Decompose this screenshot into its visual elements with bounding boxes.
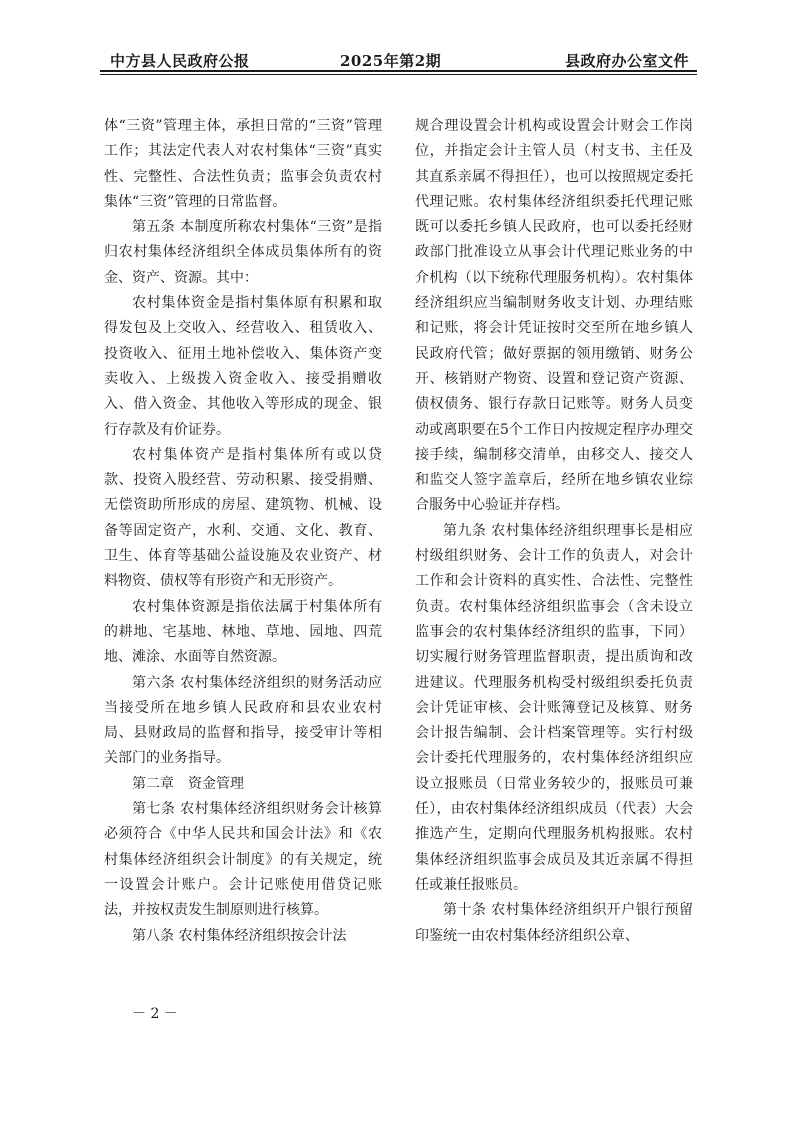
header-rule-thin (100, 74, 697, 75)
paragraph: 第六条 农村集体经济组织的财务活动应当接受所在地乡镇人民政府和县农业农村局、县财政局的监督和指导，接受审计等相关部门的业务指导。 (104, 674, 382, 767)
header-issue: 2025年第2期 (340, 52, 442, 70)
paragraph: 第十条 农村集体经济组织开户银行预留印鉴统一由农村集体经济组织公章、 (415, 902, 693, 944)
header-rule-thick (100, 70, 697, 72)
page-header (100, 46, 697, 70)
paragraph: 体“三资”管理主体，承担日常的“三资”管理工作；其法定代表人对农村集体“三资”真实性、完整性、合法性负责；监事会负责农村集体“三资”管理的日常监督。 (104, 118, 382, 210)
chapter-heading: 第二章 资金管理 (132, 775, 244, 792)
paragraph: 第八条 农村集体经济组织按会计法 (132, 927, 347, 944)
right-column (415, 114, 693, 949)
left-column (104, 114, 382, 949)
paragraph: 农村集体资产是指村集体所有或以贷款、投资入股经营、劳动积累、接受捐赠、无偿资助所形成的房屋、建筑物、机械、设备等固定资产，水利、交通、文化、教育、卫生、体育等基础公益设施及农业资产、材料物资、债权等有形资产和无形资产。 (104, 446, 382, 590)
paragraph: 第五条 本制度所称农村集体“三资”是指归农村集体经济组织全体成员集体所有的资金、资产、资源。其中： (104, 219, 382, 286)
header-publication-name: 中方县人民政府公报 (110, 52, 250, 70)
paragraph: 农村集体资源是指依法属于村集体所有的耕地、宅基地、林地、草地、园地、四荒地、滩涂、水面等自然资源。 (104, 598, 382, 666)
paragraph: 农村集体资金是指村集体原有积累和取得发包及上交收入、经营收入、租赁收入、投资收入、征用土地补偿收入、集体资产变卖收入、上级拨入资金收入、接受捐赠收入、借入资金、其他收入等形成的现金、银行存款及有价证券。 (104, 295, 382, 438)
page-number: － 2 － (132, 1006, 178, 1022)
paragraph: 规合理设置会计机构或设置会计财会工作岗位，并指定会计主管人员（村支书、主任及其直系亲属不得担任），也可以按照规定委托代理记账。农村集体经济组织委托代理记账既可以委托乡镇人民政府，也可以委托经财政部门批准设立从事会计代理记账业务的中介机构（以下统称代理服务机构）。农村集体经济组织应当编制财务收支计划、办理结账和记账，将会计凭证按时交至所在地乡镇人民政府代管；做好票据的领用缴销、财务公开、核销财产物资、设置和登记资产资源、债权债务、银行存款日记账等。财务人员变动或离职要在5个工作日内按规定程序办理交接手续，编制移交清单，由移交人、接交人和监交人签字盖章后，经所在地乡镇农业综合服务中心验证并存档。 (415, 118, 693, 514)
paragraph: 第七条 农村集体经济组织财务会计核算必须符合《中华人民共和国会计法》和《农村集体经济组织会计制度》的有关规定，统一设置会计账户。会计记账使用借贷记账法，并按权责发生制原则进行核算。 (104, 801, 382, 919)
header-section: 县政府办公室文件 (564, 52, 689, 70)
paragraph: 第九条 农村集体经济组织理事长是相应村级组织财务、会计工作的负责人，对会计工作和会计资料的真实性、合法性、完整性负责。农村集体经济组织监事会（含未设立监事会的农村集体经济组织的监事，下同）切实履行财务管理监督职责，提出质询和改进建议。代理服务机构受村级组织委托负责会计凭证审核、会计账簿登记及核算、财务会计报告编制、会计档案管理等。实行村级会计委托代理服务的，农村集体经济组织应设立报账员（日常业务较少的，报账员可兼任），由农村集体经济组织成员（代表）大会推选产生，定期向代理服务机构报账。农村集体经济组织监事会成员及其近亲属不得担任或兼任报账员。 (415, 522, 693, 893)
